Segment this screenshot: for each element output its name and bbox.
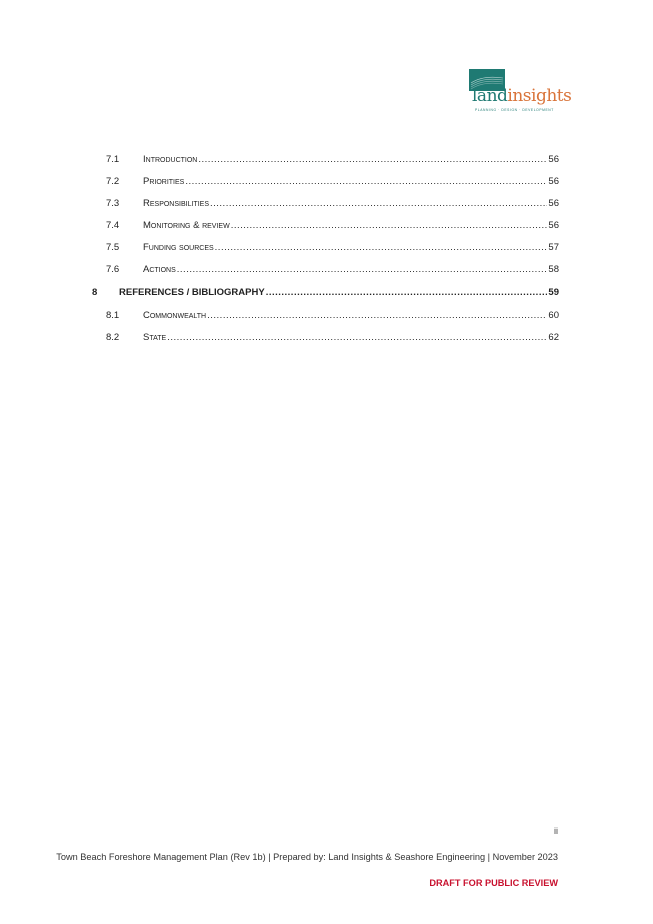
toc-entry[interactable] bbox=[0, 310, 653, 328]
toc-dot-leader bbox=[198, 154, 547, 165]
toc-entry-title: Introduction bbox=[143, 154, 198, 165]
toc-entry-number: 7.2 bbox=[106, 176, 120, 187]
toc-entry-title: Actions bbox=[143, 264, 176, 275]
company-logo bbox=[469, 69, 572, 117]
toc-chapter-entry[interactable] bbox=[0, 287, 653, 305]
toc-entry-title: Responsibilities bbox=[143, 198, 209, 209]
toc-entry-number: 8.1 bbox=[106, 310, 120, 321]
toc-entry[interactable] bbox=[0, 154, 653, 172]
toc-entry-title: Commonwealth bbox=[143, 310, 207, 321]
toc-entry-number: 7.5 bbox=[106, 242, 120, 253]
toc-entry-number: 8 bbox=[92, 287, 98, 298]
toc-dot-leader bbox=[167, 332, 547, 343]
toc-entry-title: Priorities bbox=[143, 176, 185, 187]
toc-entry-page: 62 bbox=[548, 332, 559, 343]
toc-entry[interactable] bbox=[0, 220, 653, 238]
toc-dot-leader bbox=[185, 176, 547, 187]
toc-entry-number: 7.4 bbox=[106, 220, 120, 231]
toc-dot-leader bbox=[210, 198, 547, 209]
toc-entry[interactable] bbox=[0, 176, 653, 194]
toc-entry[interactable] bbox=[0, 242, 653, 260]
logo-wordmark: landinsights bbox=[472, 86, 572, 106]
toc-entry-title: State bbox=[143, 332, 167, 343]
toc-entry-title: Monitoring & review bbox=[143, 220, 230, 231]
toc-dot-leader bbox=[231, 220, 548, 231]
toc-entry-title: Funding sources bbox=[143, 242, 214, 253]
logo-tagline: PLANNING · DESIGN · DEVELOPMENT bbox=[475, 108, 554, 112]
toc-entry-page: 57 bbox=[548, 242, 559, 253]
toc-entry-title: REFERENCES / BIBLIOGRAPHY bbox=[119, 287, 265, 298]
toc-entry-number: 8.2 bbox=[106, 332, 120, 343]
toc-entry[interactable] bbox=[0, 198, 653, 216]
toc-entry-page: 59 bbox=[548, 287, 559, 298]
toc-dot-leader bbox=[177, 264, 548, 275]
toc-entry-page: 56 bbox=[548, 154, 559, 165]
toc-entry-page: 56 bbox=[548, 176, 559, 187]
toc-dot-leader bbox=[207, 310, 547, 321]
toc-entry-page: 56 bbox=[548, 220, 559, 231]
page-number: ii bbox=[554, 826, 558, 836]
toc-dot-leader bbox=[215, 242, 548, 253]
footer-document-line: Town Beach Foreshore Management Plan (Rev 1b) | Prepared by: Land Insights & Seashore Engineering | November 2023 bbox=[56, 852, 558, 862]
toc-entry-number: 7.6 bbox=[106, 264, 120, 275]
toc-entry[interactable] bbox=[0, 264, 653, 282]
draft-status-label: DRAFT FOR PUBLIC REVIEW bbox=[429, 878, 558, 888]
toc-entry-number: 7.3 bbox=[106, 198, 120, 209]
toc-dot-leader bbox=[266, 287, 548, 298]
toc-entry-number: 7.1 bbox=[106, 154, 120, 165]
toc-entry[interactable] bbox=[0, 332, 653, 350]
toc-entry-page: 60 bbox=[548, 310, 559, 321]
toc-entry-page: 56 bbox=[548, 198, 559, 209]
toc-entry-page: 58 bbox=[548, 264, 559, 275]
